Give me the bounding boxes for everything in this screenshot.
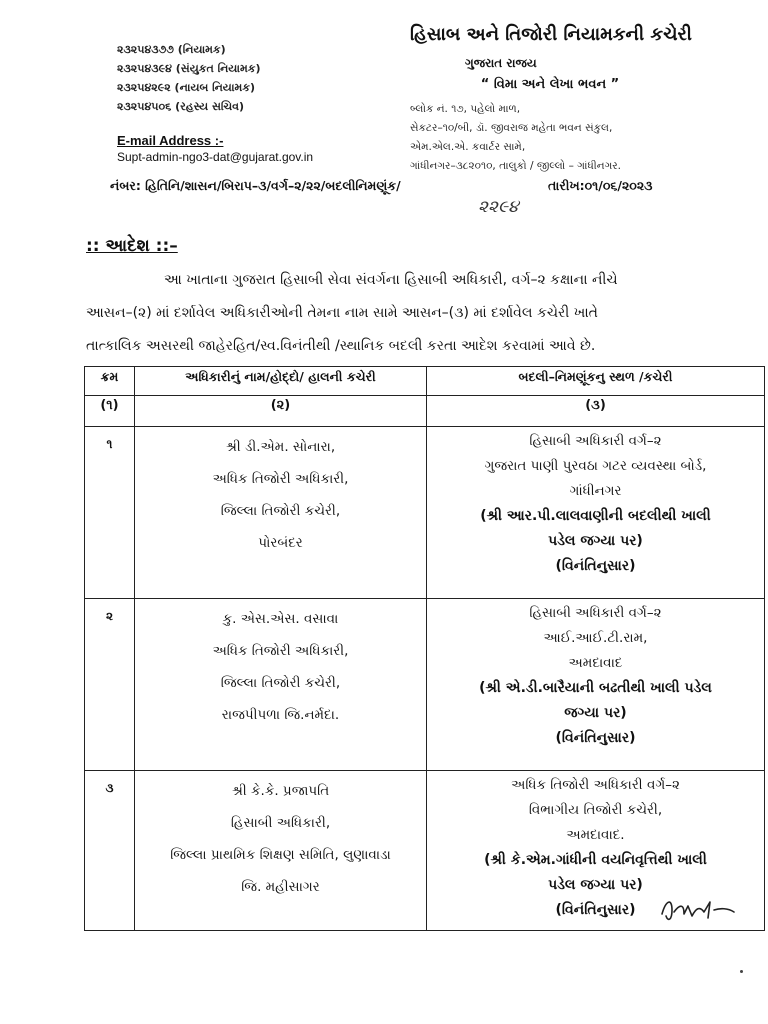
destination-post: હિસાબી અધિકારી વર્ગ–૨	[529, 605, 662, 621]
column-number: (૧)	[85, 396, 135, 427]
column-number: (૨)	[135, 396, 427, 427]
table-row	[85, 427, 765, 599]
reference-date: તારીખ:૦૧/૦૬/૨૦૨૩	[548, 178, 653, 193]
phone-director: ૨૩૨૫૪૩૭૭ (નિયામક)	[117, 43, 226, 56]
address-line: એમ.એલ.એ. કવાર્ટર સામે,	[410, 141, 526, 153]
header-serial: ક્રમ	[85, 367, 135, 396]
transfer-table	[84, 366, 765, 931]
serial-number: ૧	[85, 427, 135, 599]
officer-designation: અધિક તિજોરી અધિકારી,	[212, 471, 349, 487]
destination-cell	[427, 427, 765, 599]
request-note: (વિનંતિનુસાર)	[555, 730, 636, 746]
body-line: તાત્કાલિક અસરથી જાહેરહિત/સ્વ.વિનંતીથી /સ્થાનિક બદલી કરતા આદેશ કરવામાં આવે છે.	[86, 338, 596, 354]
office-title: હિસાબ અને તિજોરી નિયામકની કચેરી	[410, 24, 692, 45]
destination-city: અમદાવાદ.	[566, 827, 625, 843]
vacancy-note: (શ્રી આર.પી.લાલવાણીની બદલીથી ખાલી	[480, 508, 711, 524]
order-heading: :: આદેશ ::–	[86, 236, 178, 256]
officer-cell	[135, 599, 427, 771]
office-address	[410, 100, 621, 176]
serial-number: ૩	[85, 771, 135, 931]
phone-joint-director: ૨૩૨૫૪૩૯૪ (સંયુકત નિયામક)	[117, 62, 261, 75]
officer-cell	[135, 427, 427, 599]
signature-mark	[658, 892, 738, 928]
officer-office: જિલ્લા તિજોરી કચેરી,	[220, 503, 341, 519]
address-line: બ્લોક નં. ૧૭, પહેલો માળ,	[410, 103, 521, 115]
officer-name: કુ. એસ.એસ. વસાવા	[222, 611, 339, 627]
officer-name: શ્રી કે.કે. પ્રજાપતિ	[231, 783, 330, 799]
vacancy-note: (શ્રી કે.એમ.ગાંધીની વયનિવૃત્તિથી ખાલી	[484, 852, 707, 868]
officer-cell	[135, 771, 427, 931]
email-address: Supt-admin-ngo3-dat@gujarat.gov.in	[117, 150, 314, 164]
office-state: ગુજરાત રાજય	[465, 56, 537, 70]
vacancy-note: જગ્યા પર)	[564, 705, 627, 721]
address-line: ગાંધીનગર–૩૮૨૦૧૦, તાલુકો / જીલ્લો – ગાંધીનગર.	[410, 160, 622, 172]
officer-place: જિ. મહીસાગર	[241, 879, 320, 895]
order-body	[86, 264, 766, 363]
destination-city: અમદાવાદ	[568, 655, 623, 671]
body-line: આ ખાતાના ગુજરાત હિસાબી સેવા સંવર્ગના હિસાબી અધિકારી, વર્ગ–૨ કક્ષાના નીચે	[164, 272, 618, 288]
handwritten-outward-number: ૨૨૯૪	[478, 197, 519, 217]
destination-city: ગાંધીનગર	[569, 483, 622, 499]
destination-office: વિભાગીય તિજોરી કચેરી,	[528, 802, 663, 818]
column-number-row	[85, 396, 765, 427]
email-label: E-mail Address :-	[117, 133, 224, 148]
officer-office: જિલ્લા તિજોરી કચેરી,	[220, 675, 341, 691]
destination-post: અધિક તિજોરી અધિકારી વર્ગ–૨	[511, 777, 680, 793]
table-header-row	[85, 367, 765, 396]
officer-designation: અધિક તિજોરી અધિકારી,	[212, 643, 349, 659]
vacancy-note: પડેલ જગ્યા પર)	[548, 877, 643, 893]
body-line: આસન–(૨) માં દર્શાવેલ અધિકારીઓની તેમના નામ સામે આસન–(૩) માં દર્શાવેલ કચેરી ખાતે	[86, 305, 598, 321]
request-note: (વિનંતિનુસાર)	[555, 902, 636, 918]
header-officer: અધિકારીનું નામ/હોદ્દો/ હાલની કચેરી	[135, 367, 427, 396]
destination-cell	[427, 599, 765, 771]
vacancy-note: (શ્રી એ.ડી.બારૈયાની બઢતીથી ખાલી પડેલ	[479, 680, 712, 696]
speck	[740, 970, 743, 973]
officer-designation: હિસાબી અધિકારી,	[230, 815, 331, 831]
vacancy-note: પડેલ જગ્યા પર)	[548, 533, 643, 549]
serial-number: ૨	[85, 599, 135, 771]
officer-name: શ્રી ડી.એમ. સોનારા,	[225, 439, 336, 455]
officer-office: જિલ્લા પ્રાથમિક શિક્ષણ સમિતિ, લુણાવાડા	[170, 847, 391, 863]
destination-office: આઈ.આઈ.ટી.રામ,	[543, 630, 648, 646]
officer-place: રાજપીપળા જિ.નર્મદા.	[221, 707, 340, 723]
destination-office: ગુજરાત પાણી પુરવઠા ગટર વ્યવસ્થા બોર્ડ,	[484, 458, 707, 474]
reference-number: નંબર: હિતિનિ/શાસન/બિરાપ–૩/વર્ગ–૨/૨૨/બદલીનિમણૂંક/	[110, 178, 401, 193]
office-building: “ વિમા અને લેખા ભવન ”	[480, 77, 620, 92]
table-row	[85, 599, 765, 771]
officer-place: પોરબંદર	[258, 535, 303, 551]
phone-secretary: ૨૩૨૫૪૫૦૬ (રહસ્ય સચિવ)	[117, 100, 245, 113]
address-line: સેકટર–૧૦/બી, ડૉ. જીવરાજ મહેતા ભવન સંકુલ,	[410, 122, 613, 134]
phone-list	[117, 40, 261, 116]
phone-deputy-director: ૨૩૨૫૪૨૯૨ (નાયબ નિયામક)	[117, 81, 256, 94]
header-destination: બદલી–નિમણૂંકનુ સ્થળ /કચેરી	[427, 367, 765, 396]
destination-post: હિસાબી અધિકારી વર્ગ–૨	[529, 433, 662, 449]
column-number: (૩)	[427, 396, 765, 427]
request-note: (વિનંતિનુસાર)	[555, 558, 636, 574]
